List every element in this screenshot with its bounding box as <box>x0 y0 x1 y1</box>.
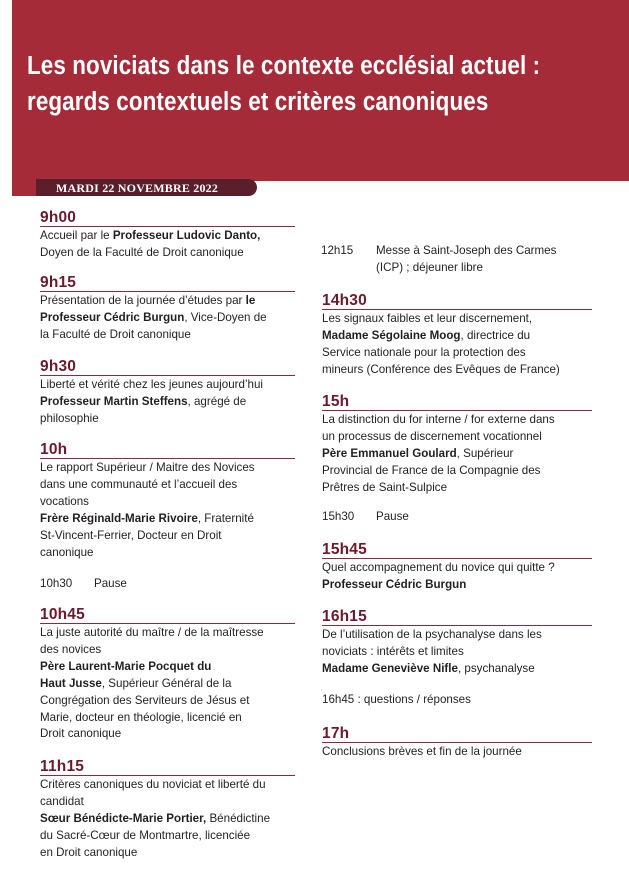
speaker-name: Professeur Ludovic Danto, <box>112 229 261 242</box>
session-text: La juste autorité du maître / de la maîtresse des novices Père Laurent-Marie Pocquet du Haut Jusse, Supérieur Général de la Congrégation des Serviteurs de Jésus et Marie, docteur en théologie, licencié en Droit canonique <box>40 626 264 741</box>
page-title <box>27 48 541 120</box>
speaker-name: Père Emmanuel Goulard <box>322 446 457 460</box>
session-9h30 <box>40 357 295 428</box>
pause-time: 15h30 <box>322 510 355 523</box>
questions-16h45: 16h45 : questions / réponses <box>322 693 471 706</box>
speaker-name: Frère Réginald-Marie Rivoire <box>40 511 198 525</box>
lunch-time: 12h15 <box>321 244 354 257</box>
pause-time: 10h30 <box>40 577 73 590</box>
speaker-name: Professeur Cédric Burgun <box>322 577 467 591</box>
session-text: Accueil par le Professeur Ludovic Danto, Doyen de la Faculté de Droit canonique <box>40 229 261 259</box>
speaker-name: Professeur Martin Steffens <box>40 394 188 408</box>
pause-15h30 <box>322 509 409 526</box>
session-time: 9h15 <box>40 273 295 292</box>
session-15h <box>322 392 592 497</box>
title-line-1: Les noviciats dans le contexte ecclésial actuel : <box>27 52 541 80</box>
session-16h15 <box>322 607 592 678</box>
session-time: 15h <box>322 392 592 411</box>
speaker-name: Madame Ségolaine Moog <box>322 328 461 342</box>
speaker-name: Sœur Bénédicte-Marie Portier, <box>40 811 207 825</box>
speaker-name: Père Laurent-Marie Pocquet du <box>40 659 212 673</box>
date-label: MARDI 22 NOVEMBRE 2022 <box>56 181 219 195</box>
pause-label: Pause <box>376 510 409 523</box>
pause-label: Pause <box>94 577 127 590</box>
session-text: Le rapport Supérieur / Maitre des Novices dans une communauté et l’accueil des vocations Frère Réginald-Marie Rivoire, Fraternité St-Vincent-Ferrier, Docteur en Droit canonique <box>40 461 255 559</box>
session-time: 9h30 <box>40 357 295 376</box>
pause-10h30 <box>40 576 127 593</box>
session-text: Les signaux faibles et leur discernement, Madame Ségolaine Moog, directrice du Service nationale pour la protection des mineurs (Conférence des Evêques de France) <box>322 312 560 376</box>
session-time: 10h45 <box>40 605 295 624</box>
session-10h <box>40 440 295 561</box>
session-time: 11h15 <box>40 757 295 776</box>
session-14h30 <box>322 291 592 379</box>
session-time: 10h <box>40 440 295 459</box>
session-time: 9h00 <box>40 208 295 227</box>
session-17h <box>322 724 592 761</box>
session-15h45 <box>322 540 592 594</box>
speaker-name: Professeur Cédric Burgun <box>40 310 185 324</box>
lunch-text: Messe à Saint-Joseph des Carmes (ICP) ; déjeuner libre <box>376 244 557 274</box>
session-text: Critères canoniques du noviciat et liberté du candidat Sœur Bénédicte-Marie Portier, Bénédictine du Sacré-Cœur de Montmartre, licenciée en Droit canonique <box>40 778 271 859</box>
session-11h15 <box>40 757 295 862</box>
session-time: 16h15 <box>322 607 592 626</box>
session-9h15 <box>40 273 295 344</box>
session-text: De l’utilisation de la psychanalyse dans les noviciats : intérêts et limites Madame Geneviève Nifle, psychanalyse <box>322 628 542 675</box>
session-text: Présentation de la journée d’études par le Professeur Cédric Burgun, Vice-Doyen de la Faculté de Droit canonique <box>40 294 267 341</box>
title-line-2: regards contextuels et critères canoniques <box>27 88 489 116</box>
session-text: Liberté et vérité chez les jeunes aujourd’hui Professeur Martin Steffens, agrégé de philosophie <box>40 378 263 425</box>
speaker-name: Madame Geneviève Nifle <box>322 661 458 675</box>
session-time: 17h <box>322 724 592 743</box>
session-10h45 <box>40 605 295 743</box>
session-time: 15h45 <box>322 540 592 559</box>
lunch-12h15 <box>321 243 556 277</box>
session-time: 14h30 <box>322 291 592 310</box>
session-text: Conclusions brèves et fin de la journée <box>322 745 522 758</box>
session-text: Quel accompagnement du novice qui quitte ? Professeur Cédric Burgun <box>322 561 555 591</box>
session-9h00 <box>40 208 295 262</box>
session-text: La distinction du for interne / for externe dans un processus de discernement vocationnel Père Emmanuel Goulard, Supérieur Provincial de France de la Compagnie des Prêtres de Saint-Sulpice <box>322 413 555 494</box>
